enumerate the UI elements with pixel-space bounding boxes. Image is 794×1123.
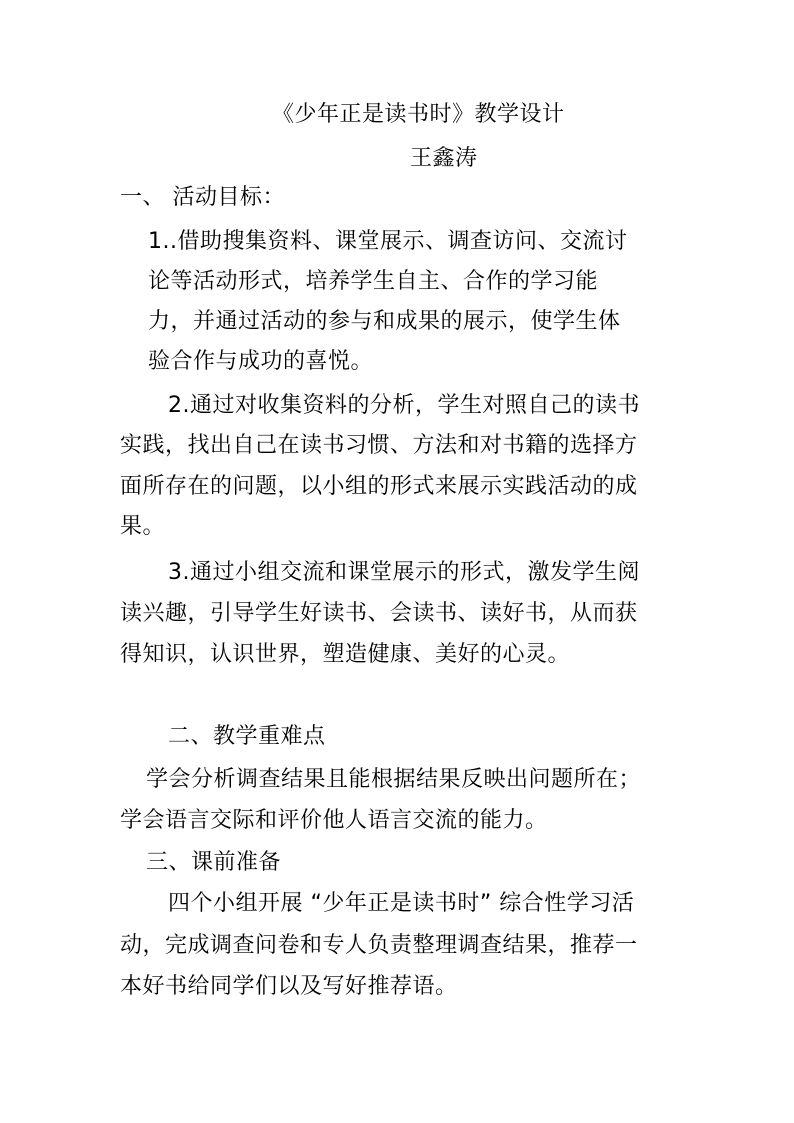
goal-1-line: 论等活动形式，培养学生自主、合作的学习能 [148, 269, 599, 294]
key-points-line: 学会语言交际和评价他人语言交流的能力。 [120, 808, 548, 833]
goal-2-line: 2.通过对收集资料的分析，学生对照自己的读书 [168, 393, 640, 418]
goal-2-line: 实践，找出自己在读书习惯、方法和对书籍的选择方 [120, 433, 638, 458]
preparation-line: 四个小组开展 “少年正是读书时” 综合性学习活 [168, 891, 635, 916]
section-heading-preparation: 三、课前准备 [146, 850, 282, 875]
section-heading-key-points: 二、教学重难点 [168, 724, 326, 749]
preparation-line: 动，完成调查问卷和专人负责整理调查结果，推荐一 [120, 933, 638, 958]
goal-3-line: 读兴趣，引导学生好读书、会读书、读好书，从而获 [120, 601, 638, 626]
goal-2-line: 面所存在的问题，以小组的形式来展示实践活动的成 [120, 474, 638, 499]
preparation-line: 本好书给同学们以及写好推荐语。 [120, 974, 458, 999]
document-title: 《少年正是读书时》教学设计 [272, 102, 565, 127]
goal-1-line: 验合作与成功的喜悦。 [148, 349, 374, 374]
goal-1-line: 力，并通过活动的参与和成果的展示，使学生体 [148, 309, 621, 334]
goal-3-line: 得知识，认识世界，塑造健康、美好的心灵。 [120, 642, 571, 667]
section-heading-goals: 一、 活动目标： [120, 185, 285, 210]
goal-1-line: 1..借助搜集资料、课堂展示、调查访问、交流讨 [148, 229, 628, 254]
key-points-line: 学会分析调查结果且能根据结果反映出问题所在； [146, 767, 642, 792]
goal-2-line: 果。 [120, 514, 166, 539]
author-name: 王鑫涛 [410, 146, 478, 171]
goal-3-line: 3.通过小组交流和课堂展示的形式，激发学生阅 [168, 560, 640, 585]
